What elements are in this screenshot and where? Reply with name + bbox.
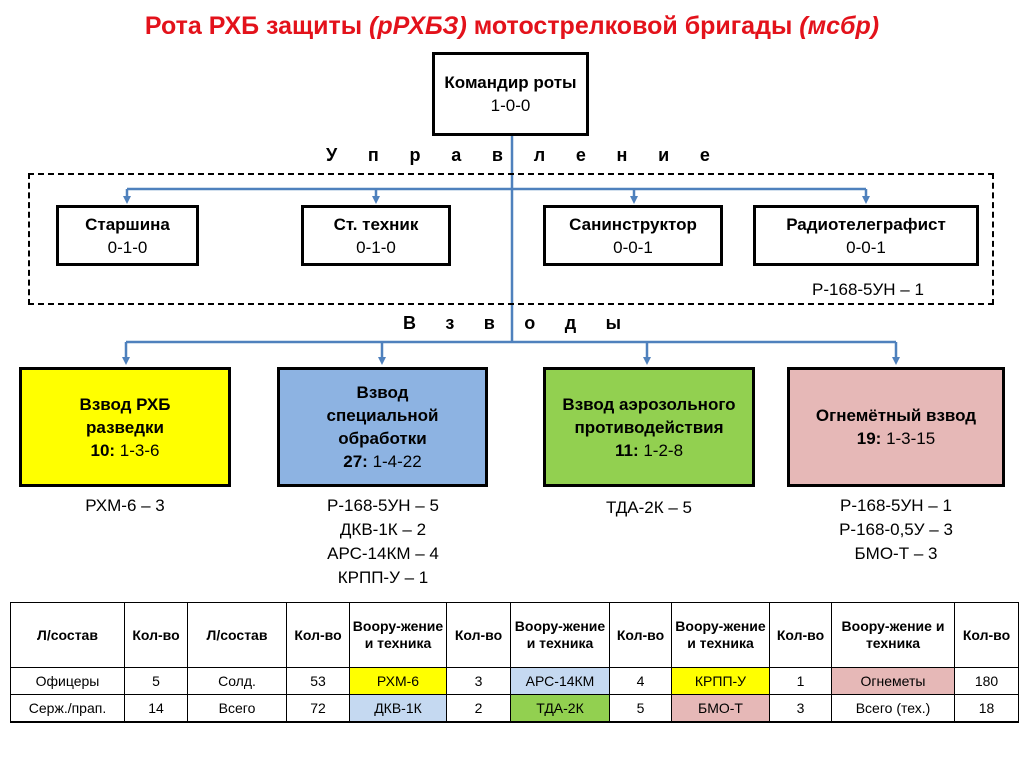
table-cell: 2 [447, 695, 511, 723]
platoon-box-decon [277, 367, 488, 487]
equipment-item: Р-168-0,5У – 3 [839, 520, 953, 539]
table-cell: АРС-14КМ [511, 668, 610, 695]
table-row [11, 668, 1019, 695]
management-letter: е [575, 145, 586, 165]
management-letter: н [616, 145, 628, 165]
management-letter: и [658, 145, 670, 165]
table-header-cell: Воору-жение и техника [350, 603, 447, 668]
platoons-letter: В [403, 313, 416, 333]
title-abbr-brigade: (мсбр) [799, 12, 880, 40]
table-header-cell: Кол-во [447, 603, 511, 668]
table-cell: 3 [447, 668, 511, 695]
management-letter: л [533, 145, 546, 165]
table-header-cell: Л/состав [11, 603, 125, 668]
management-box-medic [543, 205, 723, 266]
table-cell: 18 [955, 695, 1019, 723]
equipment-item: КРПП-У – 1 [337, 568, 429, 587]
management-box-starshina [56, 205, 199, 266]
table-cell: 14 [125, 695, 188, 723]
platoon-count: 19: [856, 429, 882, 448]
table-cell: Огнеметы [832, 668, 955, 695]
platoons-letter: з [445, 313, 455, 333]
table-cell: Всего (тех.) [832, 695, 955, 723]
commander-box [432, 52, 589, 136]
table-cell: КРПП-У [672, 668, 770, 695]
management-box-radio [753, 205, 979, 266]
table-header-cell: Воору-жение и техника [672, 603, 770, 668]
table-header-cell: Кол-во [610, 603, 672, 668]
equipment-item: ТДА-2К – 5 [605, 498, 693, 517]
table-header-cell: Воору-жение и техника [832, 603, 955, 668]
platoons-letter: д [564, 313, 577, 333]
management-code: 0-0-1 [846, 237, 886, 257]
table-cell: 53 [287, 668, 350, 695]
equipment-item: ДКВ-1К – 2 [339, 520, 427, 539]
table-cell: РХМ-6 [350, 668, 447, 695]
table-header-cell: Кол-во [770, 603, 832, 668]
platoon-box-recon [19, 367, 231, 487]
table-cell: Серж./прап. [11, 695, 125, 723]
management-role: Ст. техник [333, 214, 419, 234]
platoons-letter: в [483, 313, 495, 333]
commander-code: 1-0-0 [490, 96, 531, 115]
summary-table [10, 602, 1019, 723]
management-letter: п [367, 145, 379, 165]
management-letter: р [409, 145, 421, 165]
title-part-1: Рота РХБ защиты [144, 12, 370, 40]
table-cell: 5 [610, 695, 672, 723]
platoon-code: 1-2-8 [638, 440, 684, 460]
table-header-cell: Кол-во [125, 603, 188, 668]
table-header-cell: Воору-жение и техника [511, 603, 610, 668]
platoon-equipment-decon [298, 494, 468, 590]
management-role: Старшина [85, 214, 170, 234]
title-part-3: мотострелковой бригады [466, 12, 800, 40]
platoon-equipment-recon [40, 494, 210, 518]
platoon-equipment-flame [811, 494, 981, 566]
management-letter: в [491, 145, 503, 165]
platoon-title: Взвод РХБ разведки [79, 394, 171, 437]
table-cell: ДКВ-1К [350, 695, 447, 723]
table-header-cell: Кол-во [287, 603, 350, 668]
platoon-box-flame [787, 367, 1005, 487]
platoon-box-aerosol [543, 367, 755, 487]
management-box-technician [301, 205, 451, 266]
table-cell: 180 [955, 668, 1019, 695]
platoon-code: 1-3-15 [881, 429, 936, 448]
equipment-item: АРС-14КМ – 4 [327, 544, 439, 563]
management-equipment-note: Р-168-5УН – 1 [812, 280, 924, 299]
table-cell: Офицеры [11, 668, 125, 695]
management-label [326, 145, 710, 166]
table-row [11, 695, 1019, 723]
table-cell: 5 [125, 668, 188, 695]
table-cell: 3 [770, 695, 832, 723]
management-code: 0-1-0 [107, 237, 148, 257]
equipment-item: БМО-Т – 3 [854, 544, 938, 563]
title-abbr-company: (рРХБЗ) [369, 12, 467, 40]
table-header-cell: Кол-во [955, 603, 1019, 668]
table-cell: Солд. [188, 668, 287, 695]
platoon-title: Взвод специальной обработки [326, 383, 439, 448]
table-header-cell: Л/состав [188, 603, 287, 668]
platoon-code: 1-4-22 [367, 452, 422, 471]
equipment-item: Р-168-5УН – 5 [327, 496, 439, 515]
platoon-count: 27: [343, 452, 368, 471]
management-role: Санинструктор [569, 214, 697, 234]
management-code: 0-0-1 [613, 237, 653, 257]
platoon-title: Огнемётный взвод [815, 406, 977, 425]
table-cell: Всего [188, 695, 287, 723]
management-letter: е [699, 145, 710, 165]
platoon-count: 11: [614, 440, 639, 460]
table-cell: 4 [610, 668, 672, 695]
table-cell: БМО-Т [672, 695, 770, 723]
management-letter: У [326, 145, 338, 165]
platoon-code: 1-3-6 [115, 440, 160, 460]
commander-title: Командир роты [444, 73, 577, 92]
equipment-item: РХМ-6 – 3 [85, 496, 165, 515]
platoon-count: 10: [90, 440, 116, 460]
platoons-letter: о [524, 313, 536, 333]
management-role: Радиотелеграфист [786, 214, 946, 234]
platoon-title: Взвод аэрозольного противодействия [562, 394, 736, 437]
table-cell: 72 [287, 695, 350, 723]
table-cell: 1 [770, 668, 832, 695]
table-cell: ТДА-2К [511, 695, 610, 723]
platoons-label [403, 313, 621, 334]
equipment-item: Р-168-5УН – 1 [840, 496, 952, 515]
platoons-letter: ы [605, 313, 621, 333]
table-header-row [11, 603, 1019, 668]
management-code: 0-1-0 [356, 237, 396, 257]
platoon-equipment-aerosol [564, 496, 734, 520]
management-letter: а [451, 145, 462, 165]
